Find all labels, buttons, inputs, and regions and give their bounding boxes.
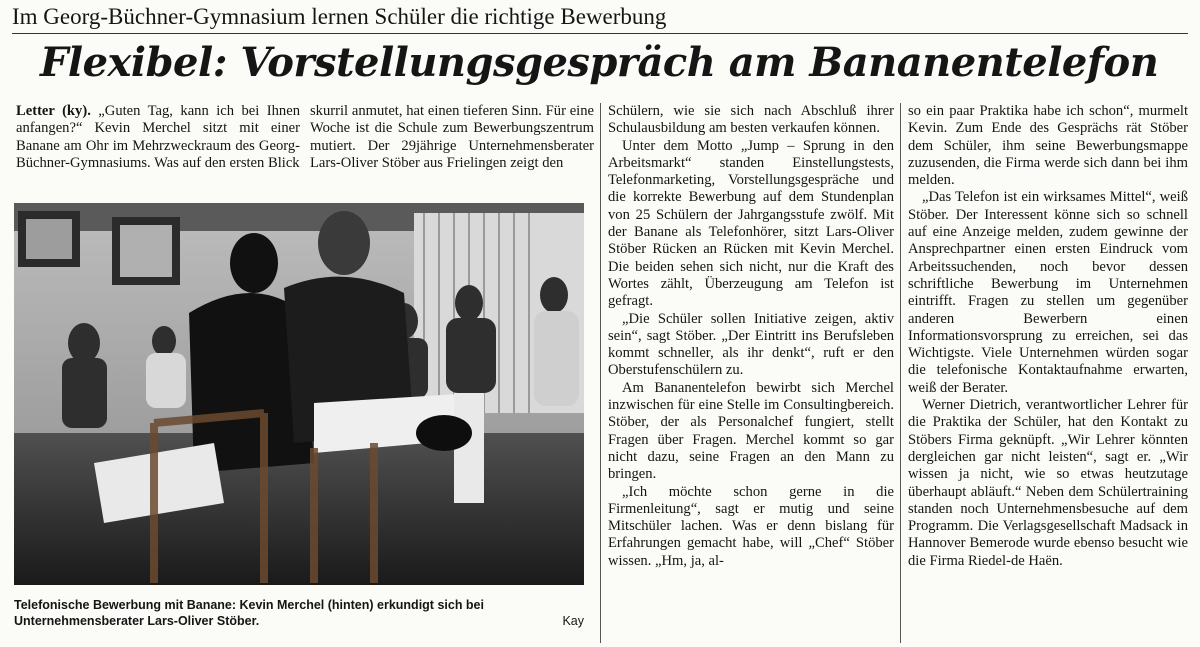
column-1-text: „Guten Tag, kann ich bei Ihnen anfangen?“ Kevin Merchel sitzt mit einer Banane am Ohr im Mehrzweckraum des Georg- Büchner-Gymnasiums. Was auf den ersten Blick [16,103,300,171]
kicker-rule [12,33,1188,34]
column-4-paragraph: „Das Telefon ist ein wirksames Mittel“, weiß Stöber. Der Interessent könne sich so schnell auf eine Anzeige melden, zudem gewinne der Ansprechpartner einen ersten Eindruck vom Arbeitssuchenden, noch bevor dessen schriftliche Bewerbung im Unternehmen eintrifft. Fragen zu stellen um gegenüber anderen Bewerbern einen Informationsvorsprung zu erreichen, sei das Wichtigste. Viele Unternehmen würden sogar die telefonische Kontaktaufnahme erwarten, weiß der Berater. [908,189,1188,396]
column-4-paragraph: so ein paar Praktika habe ich schon“, murmelt Kevin. Zum Ende des Gesprächs rät Stöber dem Schüler, ihm seine Bewerbungsmappe zuzusenden, die Firma werde sich dann bei ihm melden. [908,103,1188,189]
classroom-photo-illustration [14,203,584,585]
article-photo [14,203,584,585]
column-3-paragraph: Schülern, wie sie sich nach Abschluß ihrer Schulausbildung am besten verkaufen können. [608,103,894,137]
column-2 [310,103,594,172]
photo-credit: Kay [562,614,584,628]
column-rule-4 [900,103,901,643]
article-headline: Flexibel: Vorstellungsgespräch am Bananentelefon [40,39,1159,86]
lead-dateline: Letter (ky). [16,103,91,119]
column-3 [608,103,894,643]
column-3-paragraph: Unter dem Motto „Jump – Sprung in den Arbeitsmarkt“ standen Einstellungstests, Telefonmarketing, Vorstellungsgespräche und die korrekte Bewerbung auf dem Stundenplan von 25 Schülern der Jahrgangsstufe zwölf. Mit der Banane als Telefonhörer, sitzt Lars-Oliver Stöber Rücken an Rücken mit Kevin Merchel. Die beiden sehen sich nicht, nur die Kraft des Wortes zählt, Überzeugung am Telefon ist gefragt. [608,137,894,310]
column-3-paragraph: Am Bananentelefon bewirbt sich Merchel inzwischen für eine Stelle im Consultingbereich. Stöber, der als Personalchef fungiert, stellt Fragen über Fragen. Merchel kommt so gar nicht dazu, seine Fragen an den Mann zu bringen. [608,379,894,483]
column-2-text: skurril anmutet, hat einen tieferen Sinn. Für eine Woche ist die Schule zum Bewerbungszentrum mutiert. Der 29jährige Unternehmensberater Lars-Oliver Stöber aus Frielingen zeigt den [310,103,594,171]
column-4 [908,103,1188,643]
column-4-paragraph: Werner Dietrich, verantwortlicher Lehrer für die Praktika der Schüler, hat den Kontakt zu Stöbers Firma geknüpft. „Wir Lehrer könnten dergleichen gar nicht leisten“, sagt er. „Wir wissen ja nicht, wie so etwas heutzutage überhaupt abläuft.“ Neben dem Schülertraining standen noch Unternehmensbesuche auf dem Programm. Die Verlagsgesellschaft Madsack in Hannover Bemerode wurde ebenso besucht wie die Firma Riedel-de Haën. [908,397,1188,569]
column-rule-3 [600,103,601,643]
article-kicker: Im Georg-Büchner-Gymnasium lernen Schüler die richtige Bewerbung [12,4,667,29]
column-3-paragraph: „Die Schüler sollen Initiative zeigen, aktiv sein“, sagt Stöber. „Der Eintritt ins Berufsleben kommt schneller, als ihr denkt“, ruft er den Oberstufenschülern zu. [608,310,894,379]
photo-caption: Telefonische Bewerbung mit Banane: Kevin Merchel (hinten) erkundigt sich bei Unternehmensberater Lars-Oliver Stöber. [14,598,484,628]
column-3-paragraph: „Ich möchte schon gerne in die Firmenleitung“, sagt er mutig und seine Mitschüler lachen. Was er denn bislang für Erfahrungen gemacht habe, will „Chef“ Stöber wissen. „Hm, ja, al- [608,483,894,569]
column-1 [16,103,300,172]
